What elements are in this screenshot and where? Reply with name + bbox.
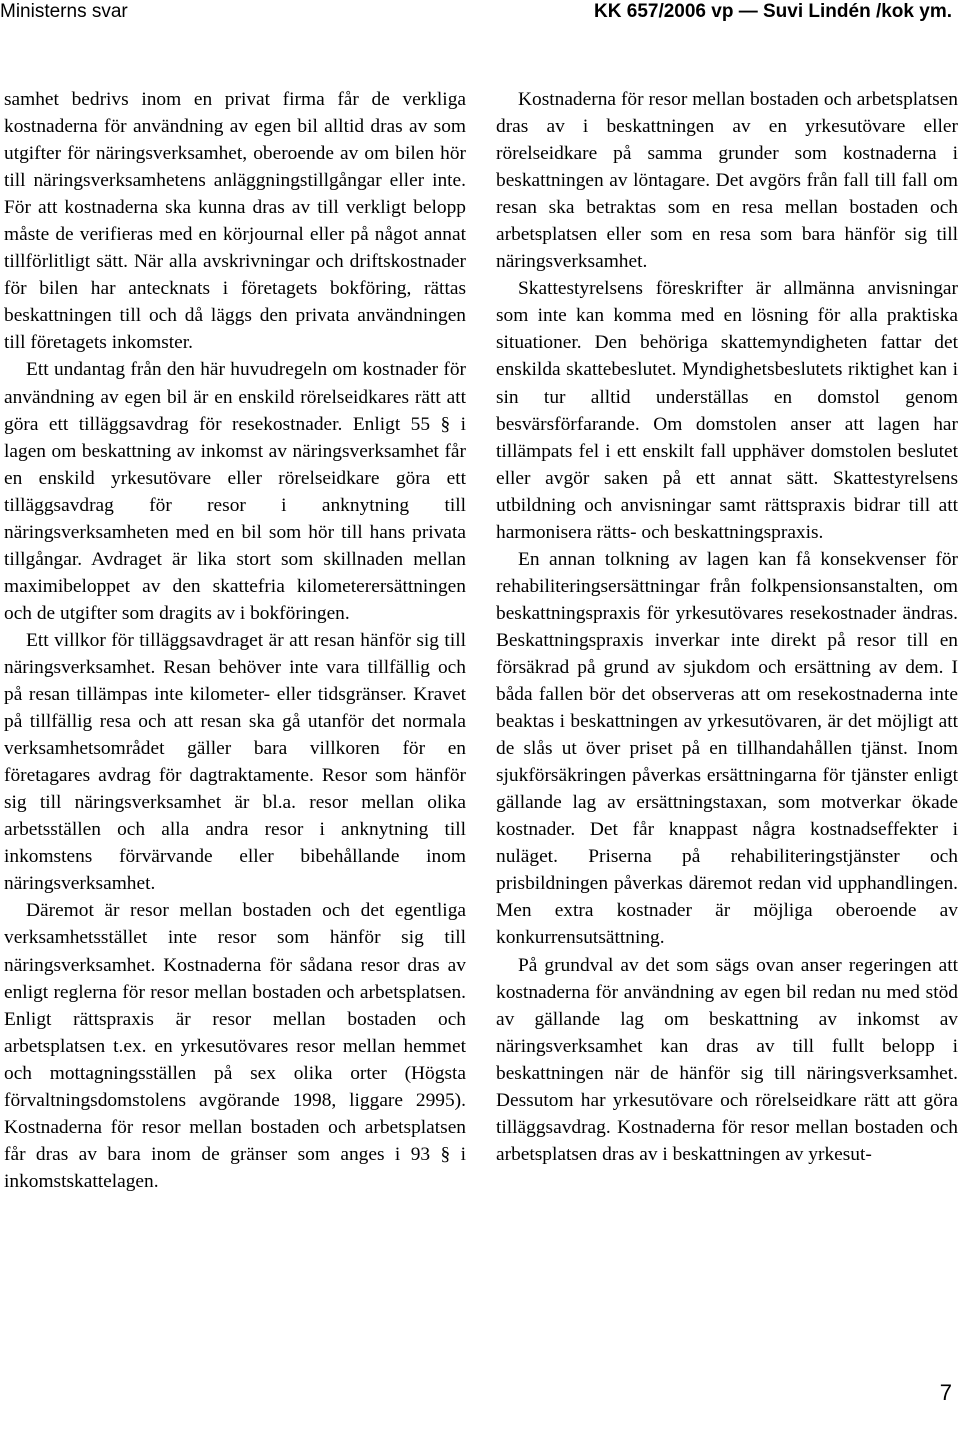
right-text-column <box>496 86 958 1168</box>
paragraph: Skattestyrelsens föreskrifter är allmänna anvisningar som inte kan komma med en lösning för alla praktiska situationer. Den behöriga skattemyndigheten fattar det enskilda skattebeslutet. Myndighetsbeslutets riktighet kan i sin tur alltid underställas en domstol genom besvärsförfarande. Om domstolen anser att lagen har tillämpats fel i ett enskilt fall upphäver domstolen beslutet eller avgör saken på ett annat sätt. Skattestyrelsens utbildning och anvisningar samt rättspraxis bidrar till att harmonisera rätts- och beskattningspraxis. <box>496 278 958 543</box>
paragraph: Ett villkor för tilläggsavdraget är att resan hänför sig till näringsverksamhet. Resan behöver inte vara tillfällig och på resan tillämpas inte kilometer- eller tidsgränser. Kravet på tillfällig resa och att resan ska gå utanför det normala verksamhetsområdet gäller bara villkoren för en företagares avdrag för dagtraktamente. Resor som hänför sig till näringsverksamhet är bl.a. resor mellan olika arbetsställen och alla andra resor i anknytning till inkomstens förvärvande eller bibehållande inom näringsverksamhet. <box>4 629 466 895</box>
page-number: 7 <box>939 1380 952 1405</box>
header-section-title: Ministerns svar <box>0 1 128 22</box>
paragraph: Ett undantag från den här huvudregeln om kostnader för användning av egen bil är en enskild rörelseidkares rätt att göra ett tilläggsavdrag för resekostnader. Enligt 55 § i lagen om beskattning av inkomst av näringsverksamhet får en enskild yrkesutövare eller rörelseidkare göra ett tilläggsavdrag för resor i anknytning till näringsverksamheten med en bil som hör till hans privata tillgångar. Avdraget är lika stort som skillnaden mellan maximibeloppet av den skattefria kilometerersättningen och de utgifter som dragits av i bokföringen. <box>4 359 466 624</box>
page-header <box>0 0 960 24</box>
paragraph: På grundval av det som sägs ovan anser regeringen att kostnaderna för användning av egen bil redan nu med stöd av gällande lag om beskattning av inkomst av näringsverksamhet kan dras av till fullt belopp i beskattningen när de hänför sig till näringsverksamhet. Dessutom har yrkesutövare och rörelseidkare rätt att göra tilläggsavdrag. Kostnaderna för resor mellan bostaden och arbetsplatsen dras av i beskattningen av yrkesut- <box>496 954 958 1165</box>
paragraph: En annan tolkning av lagen kan få konsekvenser för rehabiliteringsersättningar från folkpensionsanstalten, om beskattningspraxis för yrkesutövares resekostnader ändras. Beskattningspraxis inverkar inte direkt på resor till en försäkrad på grund av sjukdom och ersättning av dem. I båda fallen bör det observeras att om resekostnaderna inte beaktas i beskattningen av yrkesutövaren, är det möjligt att de slås ut över priset på en tillhandahållen tjänst. Inom sjukförsäkringen påverkas ersättningarna för tjänster enligt gällande lag av ersättningstaxan, som motverkar ökade kostnader. Det får knappast några kostnadseffekter i nuläget. Priserna på rehabiliteringstjänster och prisbildningen påverkas däremot redan vid upphandlingen. Men extra kostnader är möjliga oberoende av konkurrensutsättning. <box>496 548 958 949</box>
left-text-column <box>4 86 466 1195</box>
header-document-reference: KK 657/2006 vp — Suvi Lindén /kok ym. <box>594 1 952 22</box>
paragraph: Kostnaderna för resor mellan bostaden och arbetsplatsen dras av i beskattningen av en yrkesutövare eller rörelseidkare på samma grunder som kostnaderna i beskattningen av löntagare. Det avgörs från fall till fall om resan ska betraktas som en resa mellan bostaden och arbetsplatsen eller som en resa som bara hänför sig till näringsverksamhet. <box>496 89 958 273</box>
paragraph: Däremot är resor mellan bostaden och det egentliga verksamhetsstället inte resor som hänför sig till näringsverksamhet. Kostnaderna för sådana resor dras av enligt reglerna för resor mellan bostaden och arbetsplatsen. Enligt rättspraxis är resor mellan bostaden och arbetsplatsen t.ex. en yrkesutövares resor mellan hemmet och mottagningsställen på sex olika orter (Högsta förvaltningsdomstolens avgörande 1998, liggare 2995). Kostnaderna för resor mellan bostaden och arbetsplatsen får dras av bara inom de gränser som anges i 93 § i inkomstskattelagen. <box>4 900 466 1192</box>
paragraph: samhet bedrivs inom en privat firma får de verkliga kostnaderna för användning av egen bil alltid dras av som utgifter för näringsverksamhet, oberoende av om bilen hör till näringsverksamhetens anläggningstillgångar eller inte. För att kostnaderna ska kunna dras av till verkligt belopp måste de verifieras med en körjournal eller på något annat tillförlitligt sätt. När alla avskrivningar och driftskostnader för bilen har antecknats i företagets bokföring, rättas beskattningen till och då läggs den privata användningen till företagets inkomster. <box>4 89 466 354</box>
